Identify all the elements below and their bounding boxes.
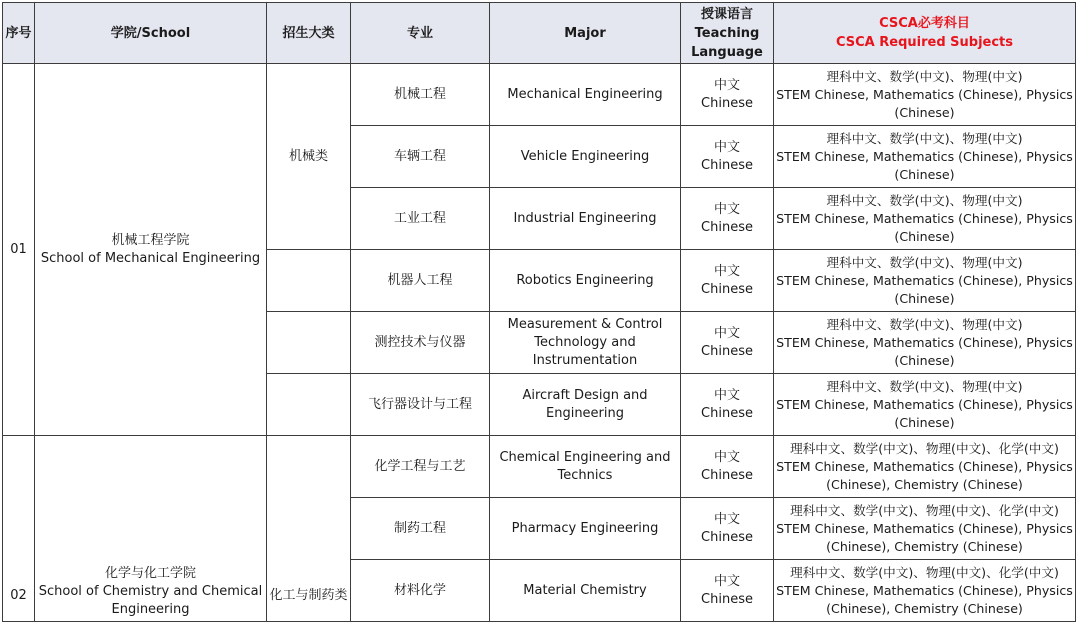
major-en-cell: Material Chemistry	[490, 560, 681, 622]
language-cn: 中文	[713, 511, 740, 527]
major-en-cell: Chemical Engineering and Technics	[490, 436, 681, 498]
subjects-cn: 理科中文、数学(中文)、物理(中文)	[826, 254, 1023, 270]
language-cn: 中文	[713, 77, 740, 93]
table-row	[3, 436, 1076, 498]
school-cell	[35, 64, 267, 436]
language-en: Chinese	[701, 529, 753, 545]
language-en: Chinese	[701, 157, 753, 173]
category-cell-empty	[267, 312, 351, 374]
language-en: Chinese	[701, 95, 753, 111]
subjects-cn: 理科中文、数学(中文)、物理(中文)、化学(中文)	[790, 440, 1059, 456]
subjects-cell	[774, 250, 1076, 312]
subjects-cell	[774, 188, 1076, 250]
major-en-cell: Mechanical Engineering	[490, 64, 681, 126]
header-row	[3, 3, 1076, 64]
major-en-cell: Measurement & Control Technology and Instrumentation	[490, 312, 681, 374]
school-name-cn: 机械工程学院	[111, 232, 190, 248]
subjects-cell	[774, 312, 1076, 374]
major-cn-cell: 测控技术与仪器	[351, 312, 490, 374]
header-csca-cn: CSCA必考科目	[879, 16, 970, 31]
subjects-cn: 理科中文、数学(中文)、物理(中文)	[826, 192, 1023, 208]
header-major-en: Major	[490, 3, 681, 64]
subjects-cell	[774, 64, 1076, 126]
language-en: Chinese	[701, 591, 753, 607]
school-name-cn: 化学与化工学院	[104, 566, 196, 581]
header-category: 招生大类	[267, 3, 351, 64]
seq-cell: 02	[3, 436, 35, 622]
language-cell	[681, 250, 774, 312]
header-csca-subjects	[774, 3, 1076, 64]
header-school: 学院/School	[35, 3, 267, 64]
subjects-cn: 理科中文、数学(中文)、物理(中文)	[826, 316, 1023, 332]
major-en-cell: Vehicle Engineering	[490, 126, 681, 188]
header-lang-en1: Teaching	[694, 25, 760, 41]
subjects-cell	[774, 126, 1076, 188]
language-cell	[681, 374, 774, 436]
subjects-cn: 理科中文、数学(中文)、物理(中文)	[826, 68, 1023, 84]
language-cn: 中文	[713, 263, 740, 279]
subjects-en: STEM Chinese, Mathematics (Chinese), Physics (Chinese)	[776, 272, 1073, 306]
major-cn-cell: 制药工程	[351, 498, 490, 560]
school-name-en: School of Chemistry and Chemical Engineering	[38, 584, 263, 617]
language-cn: 中文	[713, 139, 740, 155]
category-cell-empty	[267, 250, 351, 312]
language-en: Chinese	[701, 467, 753, 483]
major-cn-cell: 化学工程与工艺	[351, 436, 490, 498]
school-cell	[35, 436, 267, 622]
subjects-en: STEM Chinese, Mathematics (Chinese), Physics (Chinese), Chemistry (Chinese)	[776, 520, 1073, 554]
subjects-cn: 理科中文、数学(中文)、物理(中文)	[826, 130, 1023, 146]
subjects-en: STEM Chinese, Mathematics (Chinese), Physics (Chinese)	[776, 148, 1073, 182]
category-cell-empty	[267, 374, 351, 436]
header-lang-cn: 授课语言	[700, 6, 753, 22]
major-cn-cell: 机器人工程	[351, 250, 490, 312]
school-name-en: School of Mechanical Engineering	[40, 250, 261, 266]
language-cell	[681, 64, 774, 126]
language-cn: 中文	[713, 449, 740, 465]
language-cell	[681, 312, 774, 374]
language-en: Chinese	[701, 281, 753, 297]
subjects-cell	[774, 374, 1076, 436]
subjects-cn: 理科中文、数学(中文)、物理(中文)、化学(中文)	[790, 564, 1059, 580]
header-teaching-language	[681, 3, 774, 64]
seq-cell: 01	[3, 64, 35, 436]
table-row	[3, 64, 1076, 126]
major-cn-cell: 飞行器设计与工程	[351, 374, 490, 436]
category-cell: 化工与制药类	[267, 436, 351, 622]
subjects-cn: 理科中文、数学(中文)、物理(中文)、化学(中文)	[790, 502, 1059, 518]
language-cn: 中文	[713, 201, 740, 217]
header-csca-en: CSCA Required Subjects	[835, 35, 1014, 50]
language-cell	[681, 560, 774, 622]
subjects-cn: 理科中文、数学(中文)、物理(中文)	[826, 378, 1023, 394]
header-major-cn: 专业	[351, 3, 490, 64]
subjects-cell	[774, 436, 1076, 498]
language-cn: 中文	[713, 573, 740, 589]
language-cn: 中文	[713, 387, 740, 403]
header-seq: 序号	[3, 3, 35, 64]
subjects-en: STEM Chinese, Mathematics (Chinese), Physics (Chinese)	[776, 86, 1073, 120]
category-cell: 机械类	[267, 64, 351, 250]
language-cell	[681, 188, 774, 250]
language-en: Chinese	[701, 343, 753, 359]
major-cn-cell: 工业工程	[351, 188, 490, 250]
subjects-en: STEM Chinese, Mathematics (Chinese), Physics (Chinese), Chemistry (Chinese)	[776, 582, 1073, 616]
majors-table	[2, 2, 1076, 622]
subjects-en: STEM Chinese, Mathematics (Chinese), Physics (Chinese)	[776, 396, 1073, 430]
major-cn-cell: 材料化学	[351, 560, 490, 622]
major-cn-cell: 车辆工程	[351, 126, 490, 188]
language-cell	[681, 436, 774, 498]
language-cell	[681, 126, 774, 188]
subjects-cell	[774, 560, 1076, 622]
subjects-en: STEM Chinese, Mathematics (Chinese), Physics (Chinese)	[776, 334, 1073, 368]
subjects-en: STEM Chinese, Mathematics (Chinese), Physics (Chinese), Chemistry (Chinese)	[776, 458, 1073, 492]
language-cell	[681, 498, 774, 560]
major-en-cell: Pharmacy Engineering	[490, 498, 681, 560]
major-en-cell: Industrial Engineering	[490, 188, 681, 250]
major-en-cell: Aircraft Design and Engineering	[490, 374, 681, 436]
subjects-cell	[774, 498, 1076, 560]
major-en-cell: Robotics Engineering	[490, 250, 681, 312]
language-en: Chinese	[701, 405, 753, 421]
major-cn-cell: 机械工程	[351, 64, 490, 126]
subjects-en: STEM Chinese, Mathematics (Chinese), Physics (Chinese)	[776, 210, 1073, 244]
language-en: Chinese	[701, 219, 753, 235]
language-cn: 中文	[713, 325, 740, 341]
header-lang-en2: Language	[691, 44, 763, 60]
